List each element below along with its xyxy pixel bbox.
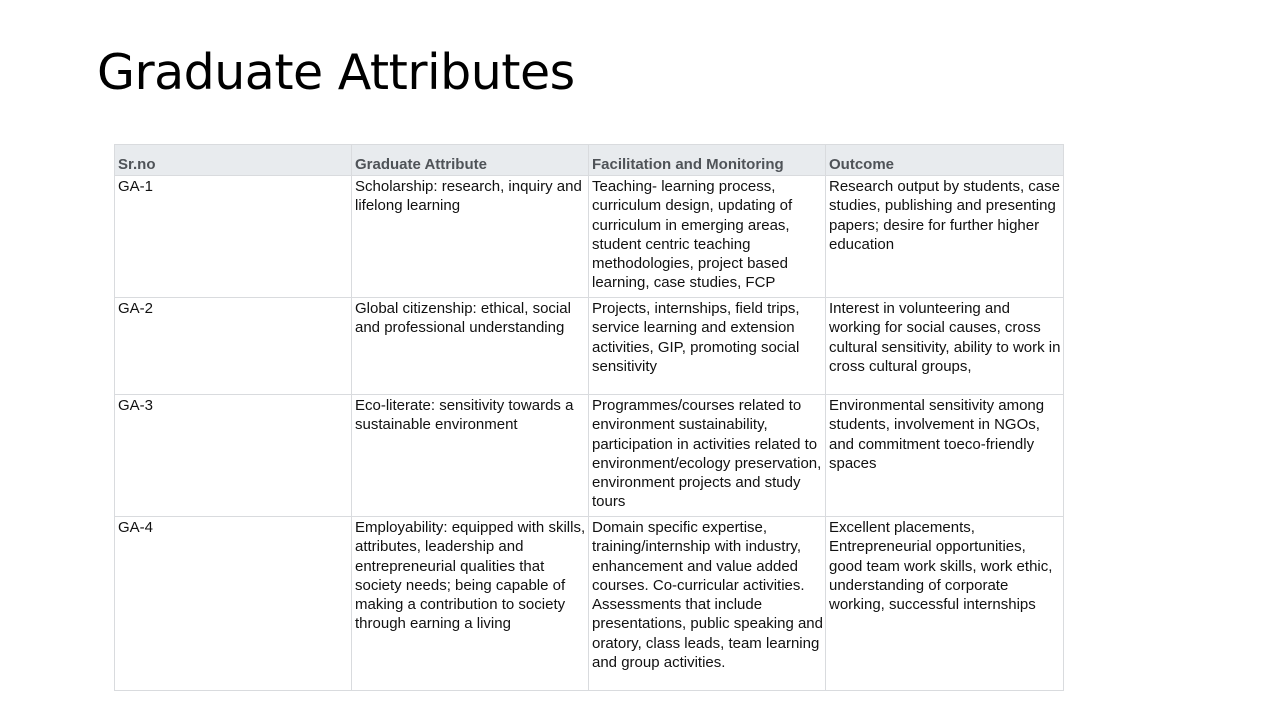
cell-graduate-attribute: Eco-literate: sensitivity towards a sustainable environment — [352, 395, 589, 517]
cell-srno: GA-4 — [115, 517, 352, 691]
table-row — [115, 176, 1064, 298]
cell-outcome: Environmental sensitivity among students, involvement in NGOs, and commitment toeco-friendly spaces — [826, 395, 1064, 517]
cell-outcome: Excellent placements, Entrepreneurial opportunities, good team work skills, work ethic, understanding of corporate working, successful internships — [826, 517, 1064, 691]
table-row — [115, 517, 1064, 691]
cell-outcome: Interest in volunteering and working for social causes, cross cultural sensitivity, ability to work in cross cultural groups, — [826, 298, 1064, 395]
cell-outcome: Research output by students, case studies, publishing and presenting papers; desire for further higher education — [826, 176, 1064, 298]
header-srno: Sr.no — [115, 145, 352, 176]
cell-srno: GA-2 — [115, 298, 352, 395]
header-outcome: Outcome — [826, 145, 1064, 176]
table-row — [115, 298, 1064, 395]
cell-facilitation-monitoring: Programmes/courses related to environment sustainability, participation in activities related to environment/ecology preservation, environment projects and study tours — [589, 395, 826, 517]
cell-srno: GA-1 — [115, 176, 352, 298]
cell-graduate-attribute: Employability: equipped with skills, attributes, leadership and entrepreneurial qualities that society needs; being capable of making a contribution to society through earning a living — [352, 517, 589, 691]
cell-facilitation-monitoring: Teaching- learning process, curriculum design, updating of curriculum in emerging areas, student centric teaching methodologies, project based learning, case studies, FCP — [589, 176, 826, 298]
table-row — [115, 395, 1064, 517]
slide-title: Graduate Attributes — [97, 44, 575, 101]
header-facilitation-monitoring: Facilitation and Monitoring — [589, 145, 826, 176]
cell-facilitation-monitoring: Domain specific expertise, training/internship with industry, enhancement and value added courses. Co-curricular activities. Assessments that include presentations, public speaking and oratory, class leads, team learning and group activities. — [589, 517, 826, 691]
cell-graduate-attribute: Global citizenship: ethical, social and professional understanding — [352, 298, 589, 395]
cell-facilitation-monitoring: Projects, internships, field trips, service learning and extension activities, GIP, promoting social sensitivity — [589, 298, 826, 395]
graduate-attributes-table — [114, 144, 1064, 691]
table-header-row — [115, 145, 1064, 176]
cell-srno: GA-3 — [115, 395, 352, 517]
cell-graduate-attribute: Scholarship: research, inquiry and lifelong learning — [352, 176, 589, 298]
header-graduate-attribute: Graduate Attribute — [352, 145, 589, 176]
